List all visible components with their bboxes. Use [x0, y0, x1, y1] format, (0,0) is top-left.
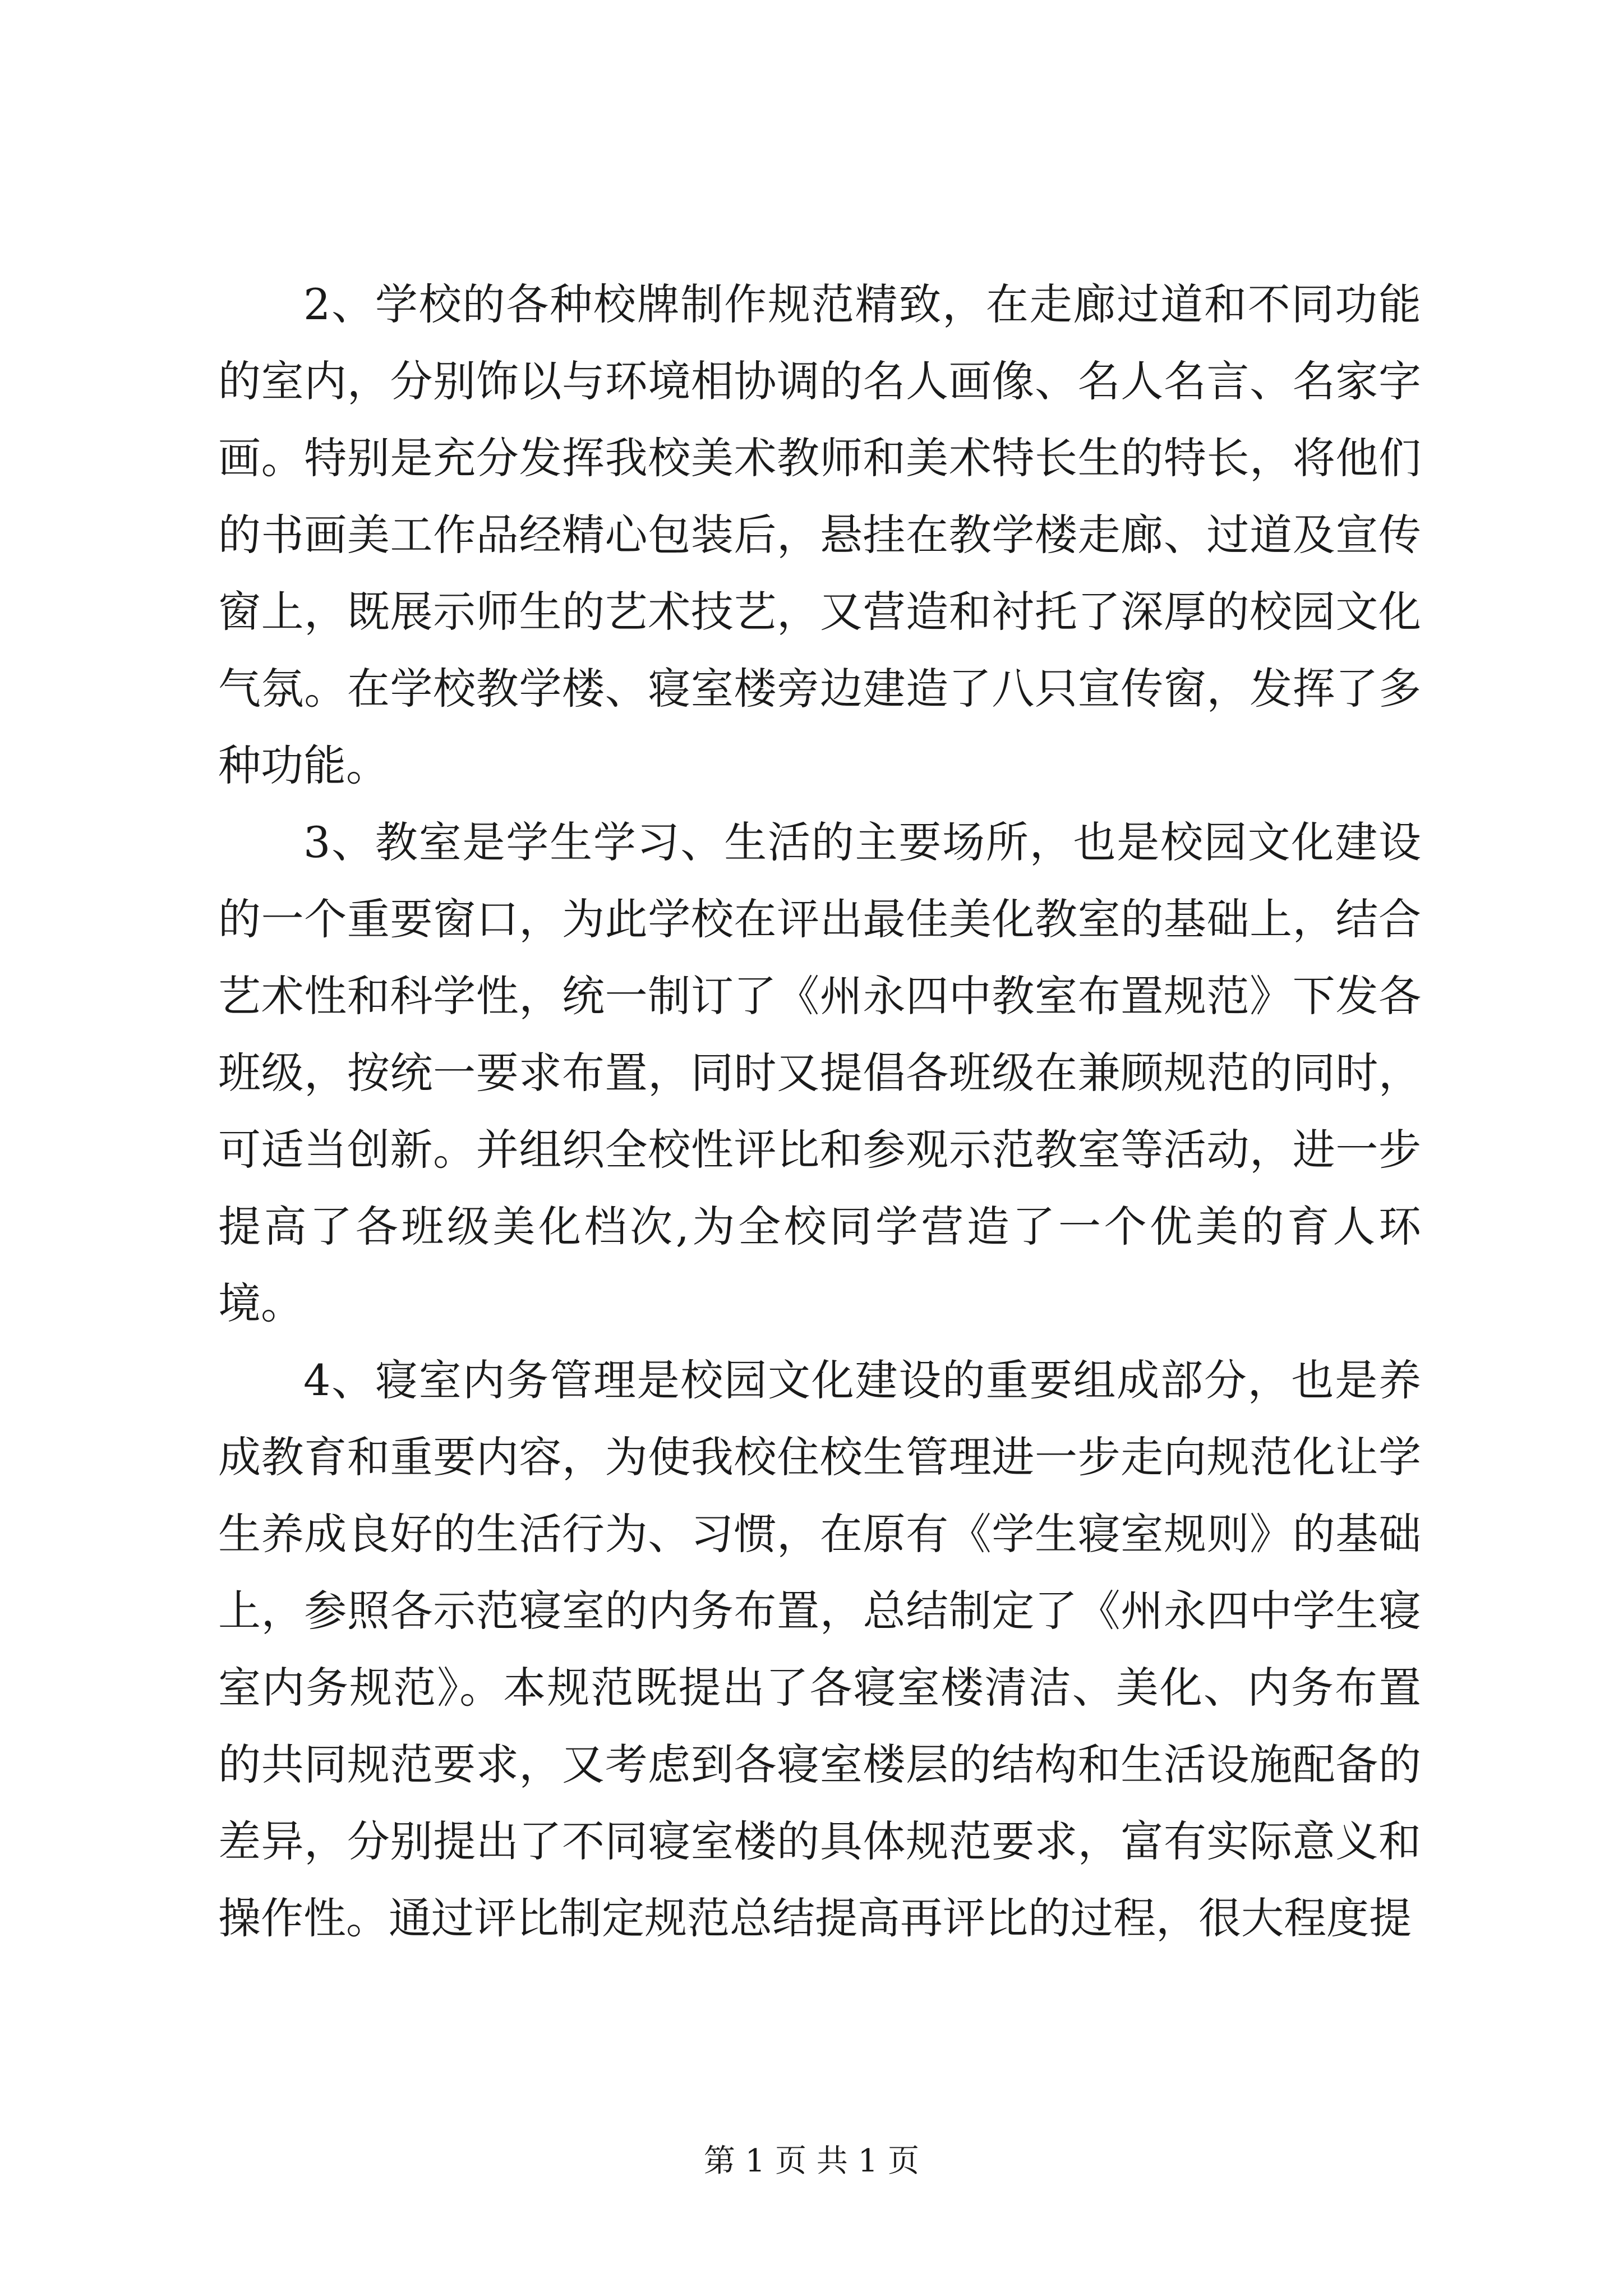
paragraph-2: 2、学校的各种校牌制作规范精致，在走廊过道和不同功能的室内，分别饰以与环境相协调的名人画像、名人名言、名家字画。特别是充分发挥我校美术教师和美术特长生的特长，将他们的书画美工作品经精心包装后，悬挂在教学楼走廊、过道及宣传窗上，既展示师生的艺术技艺，又营造和衬托了深厚的校园文化气氛。在学校教学楼、寝室楼旁边建造了八只宣传窗，发挥了多种功能。 [218, 279, 1421, 790]
document-body [218, 266, 1421, 1957]
page-footer: 第 1 页 共 1 页 [703, 2143, 920, 2179]
paragraph-4: 4、寝室内务管理是校园文化建设的重要组成部分，也是养成教育和重要内容，为使我校住校生管理进一步走向规范化让学生养成良好的生活行为、习惯，在原有《学生寝室规则》的基础上，参照各示范寝室的内务布置，总结制定了《州永四中学生寝室内务规范》。本规范既提出了各寝室楼清洁、美化、内务布置的共同规范要求，又考虑到各寝室楼层的结构和生活设施配备的差异，分别提出了不同寝室楼的具体规范要求，富有实际意义和操作性。通过评比制定规范总结提高再评比的过程，很大程度提 [218, 1355, 1421, 1943]
paragraph-3: 3、教室是学生学习、生活的主要场所，也是校园文化建设的一个重要窗口，为此学校在评出最佳美化教室的基础上，结合艺术性和科学性，统一制订了《州永四中教室布置规范》下发各班级，按统一要求布置，同时又提倡各班级在兼顾规范的同时，可适当创新。并组织全校性评比和参观示范教室等活动，进一步提高了各班级美化档次,为全校同学营造了一个优美的育人环境。 [218, 817, 1421, 1328]
